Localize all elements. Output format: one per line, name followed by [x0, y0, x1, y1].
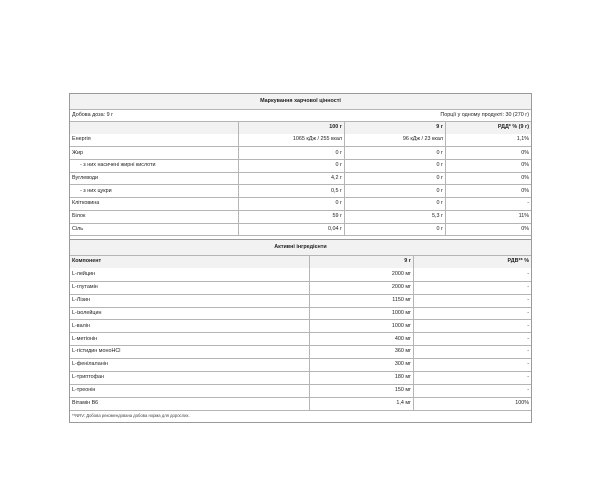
value-per-100g: 0 г	[238, 147, 344, 159]
daily-dose: Добова доза: 9 г	[72, 111, 114, 118]
table-row	[70, 358, 531, 371]
table-row	[70, 281, 531, 294]
servings-per-product: Порції у одному продукті: 30 (270 г)	[440, 111, 529, 118]
value-per-100g: 59 г	[238, 211, 344, 223]
value-rdd: 0%	[445, 160, 531, 172]
header-cell-9g: 9 г	[344, 122, 445, 134]
nutrient-name: Клітковина	[72, 200, 100, 207]
ingredient-rdv: -	[413, 308, 531, 320]
value-rdd: 0%	[445, 173, 531, 185]
nutrition-facts-table	[69, 93, 532, 248]
value-per-100g: 0 г	[238, 198, 344, 210]
nutrient-name: - з них насичені жирні кислоти	[80, 162, 156, 169]
active-title: Активні інгредієнти	[70, 240, 531, 255]
value-per-100g: 4,2 г	[238, 173, 344, 185]
value-per-9g: 0 г	[344, 185, 445, 197]
ingredient-name: L-глутамін	[72, 284, 98, 291]
table-row	[70, 172, 531, 185]
ingredient-rdv: 100%	[413, 398, 531, 410]
value-rdd: 0%	[445, 147, 531, 159]
active-header-row	[70, 255, 531, 268]
ingredient-name: L-лейцин	[72, 270, 96, 277]
value-per-100g: 0,5 г	[238, 185, 344, 197]
table-row	[70, 294, 531, 307]
nutrient-name: Жир	[72, 149, 83, 156]
table-row	[70, 345, 531, 358]
value-per-9g: 5,3 г	[344, 211, 445, 223]
ingredient-rdv: -	[413, 268, 531, 281]
ingredient-name: L-фенілаланін	[72, 361, 108, 368]
nutrition-header-row	[70, 121, 531, 134]
nutrient-name: - з них цукри	[80, 187, 112, 194]
header-cell-rdd: РДД* % (9 г)	[445, 122, 531, 134]
value-per-9g: 0 г	[344, 224, 445, 236]
ingredient-rdv: -	[413, 372, 531, 384]
table-row	[70, 197, 531, 210]
value-rdd: 1,1%	[445, 134, 531, 147]
table-row	[70, 384, 531, 397]
table-row	[70, 159, 531, 172]
value-per-9g: 96 кДж / 23 ккал	[344, 134, 445, 147]
ingredient-name: L-метіонін	[72, 335, 98, 342]
nutrition-title: Маркування харчової цінності	[70, 94, 531, 109]
value-rdd: 0%	[445, 224, 531, 236]
active-footnote: **NRV: Добова рекомендована добова норма для дорослих.	[70, 410, 531, 422]
ingredient-name: Вітамін B6	[72, 400, 99, 407]
ingredient-amount: 300 мг	[309, 359, 413, 371]
ingredient-amount: 360 мг	[309, 346, 413, 358]
table-row	[70, 210, 531, 223]
table-row	[70, 307, 531, 320]
value-rdd: 11%	[445, 211, 531, 223]
ingredient-amount: 150 мг	[309, 385, 413, 397]
value-per-9g: 0 г	[344, 173, 445, 185]
ingredient-rdv: -	[413, 333, 531, 345]
ingredient-rdv: -	[413, 295, 531, 307]
header-cell-name	[70, 122, 238, 134]
ingredient-rdv: -	[413, 320, 531, 332]
ingredient-amount: 1150 мг	[309, 295, 413, 307]
ingredient-amount: 1000 мг	[309, 320, 413, 332]
value-rdd: 0%	[445, 185, 531, 197]
table-row	[70, 146, 531, 159]
ingredient-rdv: -	[413, 385, 531, 397]
serving-info-row	[70, 109, 531, 121]
ingredient-amount: 2000 мг	[309, 268, 413, 281]
header-cell-component: Компонент	[72, 258, 102, 265]
ingredient-amount: 180 мг	[309, 372, 413, 384]
table-row	[70, 223, 531, 236]
active-ingredients-table	[69, 239, 532, 423]
ingredient-amount: 1,4 мг	[309, 398, 413, 410]
header-cell-amount: 9 г	[309, 256, 413, 268]
value-per-9g: 0 г	[344, 147, 445, 159]
table-row	[70, 397, 531, 410]
table-row	[70, 134, 531, 147]
ingredient-name: L-ізолейцин	[72, 309, 102, 316]
ingredient-name: L-валін	[72, 322, 90, 329]
value-rdd: -	[445, 198, 531, 210]
ingredient-amount: 400 мг	[309, 333, 413, 345]
ingredient-rdv: -	[413, 359, 531, 371]
value-per-100g: 0,04 г	[238, 224, 344, 236]
header-cell-100g: 100 г	[238, 122, 344, 134]
value-per-9g: 0 г	[344, 160, 445, 172]
nutrient-name: Вуглеводи	[72, 174, 99, 181]
value-per-100g: 0 г	[238, 160, 344, 172]
ingredient-amount: 1000 мг	[309, 308, 413, 320]
ingredient-name: L-триптофан	[72, 374, 105, 381]
table-row	[70, 268, 531, 281]
ingredient-name: L-треонін	[72, 387, 96, 394]
ingredient-name: L-Лізин	[72, 296, 90, 303]
value-per-9g: 0 г	[344, 198, 445, 210]
table-row	[70, 319, 531, 332]
ingredient-amount: 2000 мг	[309, 282, 413, 294]
table-row	[70, 184, 531, 197]
ingredient-name: L-гістидин моноHCl	[72, 348, 121, 355]
ingredient-rdv: -	[413, 346, 531, 358]
header-cell-rdv: РДВ** %	[413, 256, 531, 268]
table-row	[70, 371, 531, 384]
table-row	[70, 332, 531, 345]
nutrient-name: Енергія	[72, 136, 91, 143]
value-per-100g: 1065 кДж / 255 ккал	[238, 134, 344, 147]
nutrient-name: Білок	[72, 212, 86, 219]
ingredient-rdv: -	[413, 282, 531, 294]
nutrient-name: Сіль	[72, 225, 84, 232]
